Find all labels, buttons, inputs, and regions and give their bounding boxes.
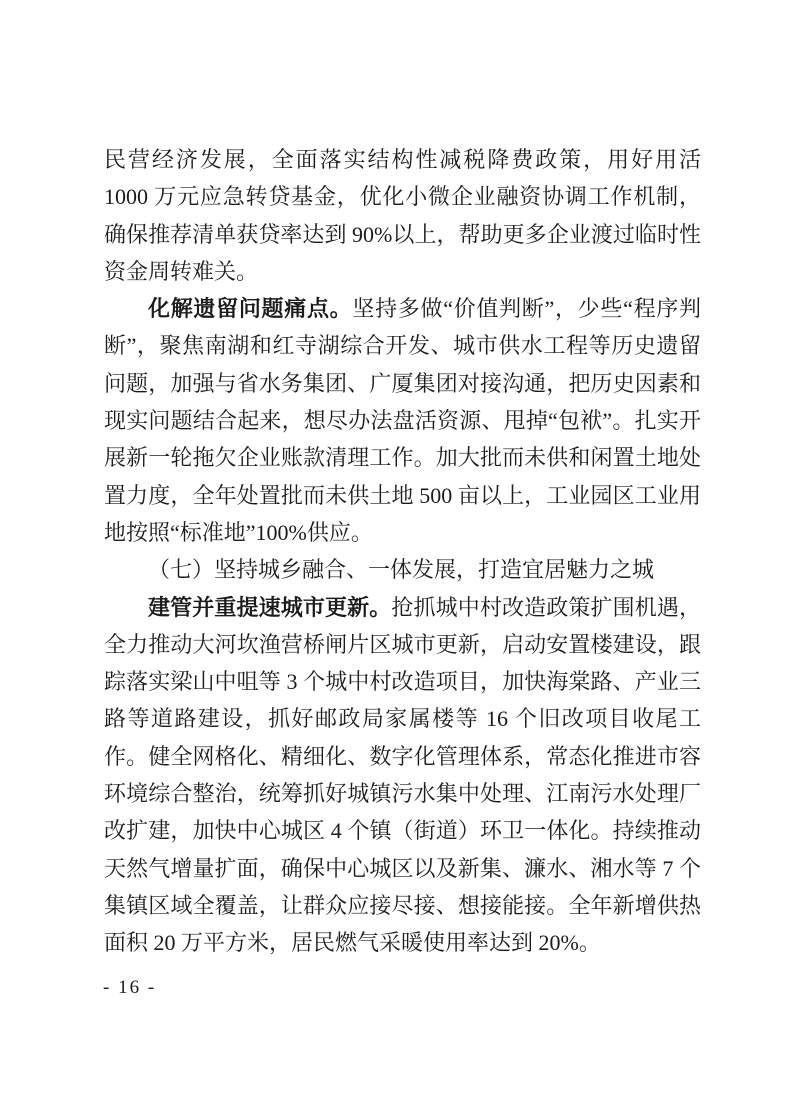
page-number: - 16 -	[103, 977, 157, 998]
section-heading-text: （七）坚持城乡融合、一体发展，打造宜居魅力之城	[148, 557, 655, 583]
body-text-run: 坚持多做“价值判断”，少些“程序判断”，聚焦南湖和红寺湖综合开发、城市供水工程等历史遗留问题，加强与省水务集团、广厦集团对接沟通，把历史因素和现实问题结合起来，想尽办法盘活资源、甩掉“包袱”。扎实开展新一轮拖欠企业账款清理工作。加大批而未供和闲置土地处置力度，全年处置批而未供土地 500 亩以上，工业园区工业用地按照“标准地”100%供应。	[104, 296, 701, 545]
bold-lead-text: 建管并重提速城市更新。	[148, 594, 392, 620]
page-body-text	[104, 141, 701, 962]
section-heading-seven	[104, 551, 701, 588]
body-text-run: 民营经济发展，全面落实结构性减税降费政策，用好用活 1000 万元应急转贷基金，优化小微企业融资协调工作机制，确保推荐清单获贷率达到 90%以上，帮助更多企业渡过临时性资金周转难关。	[104, 147, 701, 284]
paragraph-urban-renewal	[104, 589, 701, 962]
body-text-run: 抢抓城中村改造政策扩围机遇，全力推动大河坎渔营桥闸片区城市更新，启动安置楼建设，跟踪落实梁山中咀等 3 个城中村改造项目，加快海棠路、产业三路等道路建设，抓好邮政局家属楼等 16 个旧改项目收尾工作。健全网格化、精细化、数字化管理体系，常态化推进市容环境综合整治，统筹抓好城镇污水集中处理、江南污水处理厂改扩建，加快中心城区 4 个镇（街道）环卫一体化。持续推动天然气增量扩面，确保中心城区以及新集、濂水、湘水等 7 个集镇区域全覆盖，让群众应接尽接、想接能接。全年新增供热面积 20 万平方米，居民燃气采暖使用率达到 20%。	[104, 594, 701, 956]
paragraph-resolve-legacy-issues	[104, 290, 701, 551]
paragraph-continuation	[104, 141, 701, 290]
bold-lead-text: 化解遗留问题痛点。	[148, 296, 353, 322]
